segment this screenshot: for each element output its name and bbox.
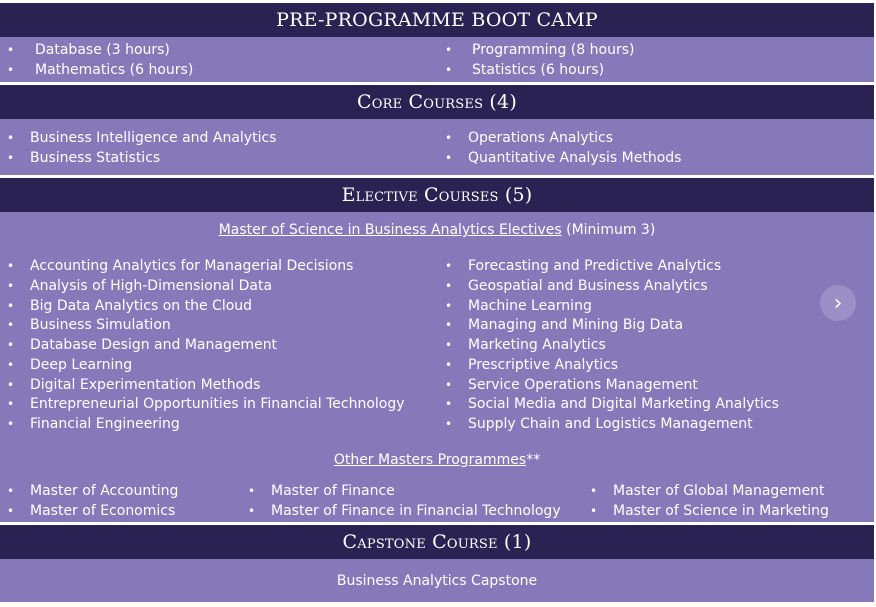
bullet: • xyxy=(445,259,453,273)
list-item: Social Media and Digital Marketing Analytics xyxy=(468,396,779,413)
capstone-item: Business Analytics Capstone xyxy=(336,573,538,589)
bullet: • xyxy=(7,43,15,57)
other-masters-note: ** xyxy=(526,452,541,468)
bullet: • xyxy=(590,484,598,498)
msba-electives-link[interactable]: Master of Science in Business Analytics Electives xyxy=(218,222,562,238)
bullet: • xyxy=(445,278,453,293)
list-item: Statistics (6 hours) xyxy=(472,62,605,78)
list-item: Service Operations Management xyxy=(468,376,698,393)
bullet: • xyxy=(7,397,15,412)
list-item: Geospatial and Business Analytics xyxy=(468,277,708,294)
bullet: • xyxy=(248,504,256,518)
other-masters-link[interactable]: Other Masters Programmes xyxy=(333,452,527,468)
list-item: Business Simulation xyxy=(30,317,171,334)
bullet: • xyxy=(7,298,15,313)
bullet: • xyxy=(7,151,15,165)
list-item: Digital Experimentation Methods xyxy=(30,376,261,393)
bullet: • xyxy=(7,131,15,145)
list-item: Deep Learning xyxy=(30,356,133,373)
bullet: • xyxy=(7,278,15,293)
bullet: • xyxy=(445,151,453,165)
bullet: • xyxy=(7,504,15,518)
capstone-title: Capstone Course (1) xyxy=(342,531,532,553)
bullet: • xyxy=(445,357,453,372)
section-header-core xyxy=(0,85,874,119)
bullet: • xyxy=(7,377,15,392)
elective-title: Elective Courses (5) xyxy=(341,184,533,206)
list-item: Big Data Analytics on the Cloud xyxy=(30,297,253,314)
bullet: • xyxy=(7,318,15,333)
list-item: Managing and Mining Big Data xyxy=(468,317,684,334)
list-item: Business Intelligence and Analytics xyxy=(30,130,277,146)
chevron-right-icon: › xyxy=(833,290,843,316)
list-item: Quantitative Analysis Methods xyxy=(468,150,682,166)
bullet: • xyxy=(248,484,256,498)
list-item: Financial Engineering xyxy=(30,416,180,432)
capstone-panel xyxy=(0,559,874,602)
list-item: Master of Science in Marketing xyxy=(613,503,829,519)
bullet: • xyxy=(7,259,15,273)
list-item: Accounting Analytics for Managerial Decisions xyxy=(30,258,354,274)
bullet: • xyxy=(590,504,598,518)
core-title: Core Courses (4) xyxy=(357,91,517,113)
bullet: • xyxy=(445,318,453,333)
list-item: Prescriptive Analytics xyxy=(468,356,619,373)
list-item: Supply Chain and Logistics Management xyxy=(468,416,753,432)
section-header-elective xyxy=(0,178,874,212)
list-item: Operations Analytics xyxy=(468,130,613,146)
bullet: • xyxy=(445,298,453,313)
list-item: Master of Accounting xyxy=(30,483,179,499)
boot-camp-title: PRE-PROGRAMME BOOT CAMP xyxy=(276,9,598,31)
list-item: Master of Finance in Financial Technology xyxy=(271,503,561,519)
boot-camp-panel xyxy=(0,37,874,82)
list-item: Marketing Analytics xyxy=(468,337,606,353)
list-item: Forecasting and Predictive Analytics xyxy=(468,258,722,274)
list-item: Entrepreneurial Opportunities in Financial Technology xyxy=(30,396,405,413)
bullet: • xyxy=(445,63,453,77)
bullet: • xyxy=(445,397,453,412)
bullet: • xyxy=(445,43,453,57)
section-header-boot-camp xyxy=(0,3,874,37)
carousel-next-button[interactable] xyxy=(820,285,856,321)
list-item: Business Statistics xyxy=(30,150,161,166)
list-item: Mathematics (6 hours) xyxy=(35,62,194,78)
bullet: • xyxy=(445,131,453,145)
bullet: • xyxy=(445,417,453,431)
divider xyxy=(0,522,874,524)
divider xyxy=(0,175,874,177)
bullet: • xyxy=(445,377,453,392)
bullet: • xyxy=(445,338,453,352)
list-item: Machine Learning xyxy=(468,297,592,314)
list-item: Programming (8 hours) xyxy=(472,42,635,58)
bullet: • xyxy=(7,417,15,431)
other-masters-heading xyxy=(0,451,874,470)
bullet: • xyxy=(7,357,15,372)
divider xyxy=(0,82,874,84)
section-header-capstone xyxy=(0,525,874,559)
elective-panel xyxy=(0,212,874,522)
list-item: Master of Finance xyxy=(271,483,395,499)
list-item: Analysis of High-Dimensional Data xyxy=(30,277,273,294)
list-item: Master of Economics xyxy=(30,503,176,519)
list-item: Database (3 hours) xyxy=(35,42,170,58)
bullet: • xyxy=(7,338,15,352)
bullet: • xyxy=(7,484,15,498)
list-item: Database Design and Management xyxy=(30,337,278,353)
bullet: • xyxy=(7,63,15,77)
core-panel xyxy=(0,119,874,175)
list-item: Master of Global Management xyxy=(613,483,825,499)
msba-electives-note: (Minimum 3) xyxy=(566,222,656,238)
msba-electives-heading xyxy=(0,221,874,240)
